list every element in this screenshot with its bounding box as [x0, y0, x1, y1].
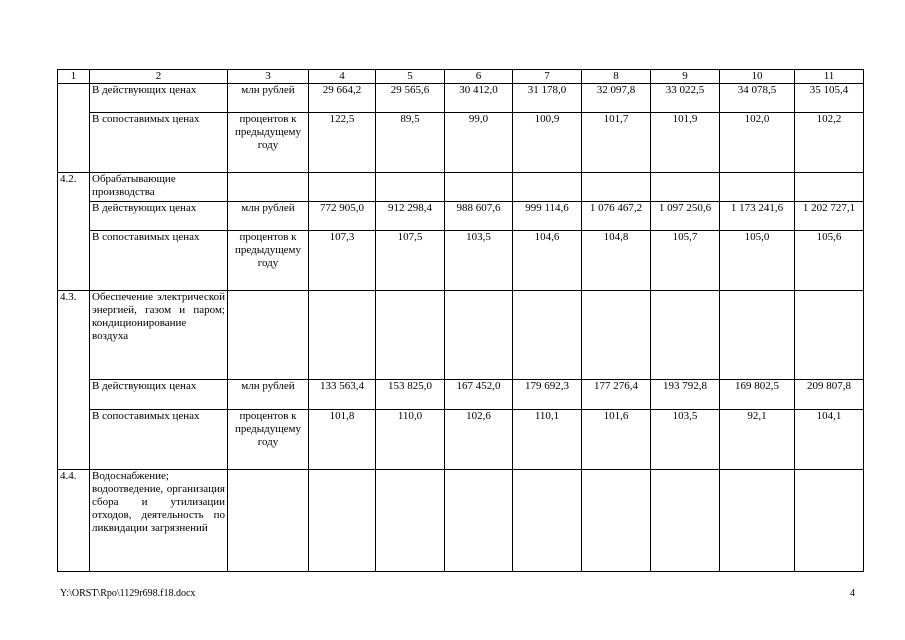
empty-cell	[582, 291, 651, 380]
column-number: 9	[651, 70, 720, 84]
column-number: 7	[513, 70, 582, 84]
column-number: 6	[445, 70, 513, 84]
empty-cell	[376, 291, 445, 380]
empty-cell	[795, 470, 864, 572]
section-title: Обеспечение электрической энергией, газом и паром; кондиционирование воздуха	[90, 291, 228, 380]
value-cell: 169 802,5	[720, 380, 795, 410]
table-row	[58, 84, 864, 113]
empty-cell	[513, 173, 582, 202]
value-cell: 110,1	[513, 410, 582, 470]
indicator-label: В сопоставимых ценах	[90, 231, 228, 291]
value-cell: 1 202 727,1	[795, 202, 864, 231]
empty-cell	[720, 173, 795, 202]
section-title-row	[58, 470, 864, 572]
value-cell: 999 114,6	[513, 202, 582, 231]
section-code: 4.4.	[58, 470, 90, 572]
column-number: 10	[720, 70, 795, 84]
value-cell: 102,6	[445, 410, 513, 470]
empty-cell	[445, 291, 513, 380]
value-cell: 101,6	[582, 410, 651, 470]
empty-cell	[309, 173, 376, 202]
empty-cell	[445, 173, 513, 202]
section-code	[58, 84, 90, 173]
empty-cell	[513, 470, 582, 572]
section-title: Обрабатывающие производства	[90, 173, 228, 202]
empty-cell	[309, 470, 376, 572]
value-cell: 167 452,0	[445, 380, 513, 410]
column-number: 11	[795, 70, 864, 84]
empty-cell	[376, 173, 445, 202]
unit-cell: млн рублей	[228, 380, 309, 410]
unit-cell: процентов к предыдущему году	[228, 113, 309, 173]
empty-cell	[309, 291, 376, 380]
value-cell: 209 807,8	[795, 380, 864, 410]
empty-cell	[445, 470, 513, 572]
value-cell: 101,9	[651, 113, 720, 173]
indicator-label: В сопоставимых ценах	[90, 113, 228, 173]
empty-cell	[651, 291, 720, 380]
indicator-label: В действующих ценах	[90, 84, 228, 113]
value-cell: 179 692,3	[513, 380, 582, 410]
value-cell: 32 097,8	[582, 84, 651, 113]
section-code: 4.2.	[58, 173, 90, 291]
empty-cell	[720, 470, 795, 572]
value-cell: 133 563,4	[309, 380, 376, 410]
value-cell: 104,1	[795, 410, 864, 470]
value-cell: 35 105,4	[795, 84, 864, 113]
section-code: 4.3.	[58, 291, 90, 470]
value-cell: 110,0	[376, 410, 445, 470]
file-path: Y:\ORST\Rpo\1129r698.f18.docx	[60, 588, 196, 599]
value-cell: 988 607,6	[445, 202, 513, 231]
value-cell: 102,2	[795, 113, 864, 173]
value-cell: 102,0	[720, 113, 795, 173]
section-title-row	[58, 173, 864, 202]
value-cell: 29 565,6	[376, 84, 445, 113]
value-cell: 912 298,4	[376, 202, 445, 231]
value-cell: 29 664,2	[309, 84, 376, 113]
value-cell: 1 076 467,2	[582, 202, 651, 231]
indicator-label: В действующих ценах	[90, 380, 228, 410]
column-number: 5	[376, 70, 445, 84]
value-cell: 193 792,8	[651, 380, 720, 410]
value-cell: 105,6	[795, 231, 864, 291]
unit-cell: процентов к предыдущему году	[228, 410, 309, 470]
value-cell: 101,8	[309, 410, 376, 470]
value-cell: 1 173 241,6	[720, 202, 795, 231]
section-title: Водоснабжение; водоотведение, организация сбора и утилизации отходов, деятельность по ликвидации загрязнений	[90, 470, 228, 572]
indicator-label: В действующих ценах	[90, 202, 228, 231]
section-title-row	[58, 291, 864, 380]
column-number: 3	[228, 70, 309, 84]
column-number: 2	[90, 70, 228, 84]
value-cell: 99,0	[445, 113, 513, 173]
empty-cell	[228, 173, 309, 202]
value-cell: 122,5	[309, 113, 376, 173]
table-row	[58, 380, 864, 410]
empty-cell	[795, 173, 864, 202]
value-cell: 105,0	[720, 231, 795, 291]
empty-cell	[651, 470, 720, 572]
value-cell: 104,6	[513, 231, 582, 291]
table-row	[58, 410, 864, 470]
value-cell: 103,5	[445, 231, 513, 291]
empty-cell	[582, 173, 651, 202]
empty-cell	[720, 291, 795, 380]
indicator-label: В сопоставимых ценах	[90, 410, 228, 470]
value-cell: 1 097 250,6	[651, 202, 720, 231]
column-number: 8	[582, 70, 651, 84]
unit-cell: млн рублей	[228, 202, 309, 231]
value-cell: 107,5	[376, 231, 445, 291]
column-number-row	[58, 70, 864, 84]
value-cell: 153 825,0	[376, 380, 445, 410]
indicators-table	[57, 69, 864, 572]
value-cell: 772 905,0	[309, 202, 376, 231]
value-cell: 33 022,5	[651, 84, 720, 113]
value-cell: 34 078,5	[720, 84, 795, 113]
value-cell: 100,9	[513, 113, 582, 173]
table-row	[58, 202, 864, 231]
empty-cell	[228, 291, 309, 380]
empty-cell	[513, 291, 582, 380]
empty-cell	[651, 173, 720, 202]
unit-cell: млн рублей	[228, 84, 309, 113]
unit-cell: процентов к предыдущему году	[228, 231, 309, 291]
value-cell: 31 178,0	[513, 84, 582, 113]
empty-cell	[228, 470, 309, 572]
value-cell: 89,5	[376, 113, 445, 173]
page-number: 4	[850, 588, 855, 599]
table-row	[58, 113, 864, 173]
value-cell: 104,8	[582, 231, 651, 291]
value-cell: 101,7	[582, 113, 651, 173]
empty-cell	[376, 470, 445, 572]
empty-cell	[795, 291, 864, 380]
column-number: 1	[58, 70, 90, 84]
table-row	[58, 231, 864, 291]
value-cell: 105,7	[651, 231, 720, 291]
value-cell: 107,3	[309, 231, 376, 291]
column-number: 4	[309, 70, 376, 84]
value-cell: 30 412,0	[445, 84, 513, 113]
value-cell: 177 276,4	[582, 380, 651, 410]
value-cell: 92,1	[720, 410, 795, 470]
value-cell: 103,5	[651, 410, 720, 470]
empty-cell	[582, 470, 651, 572]
